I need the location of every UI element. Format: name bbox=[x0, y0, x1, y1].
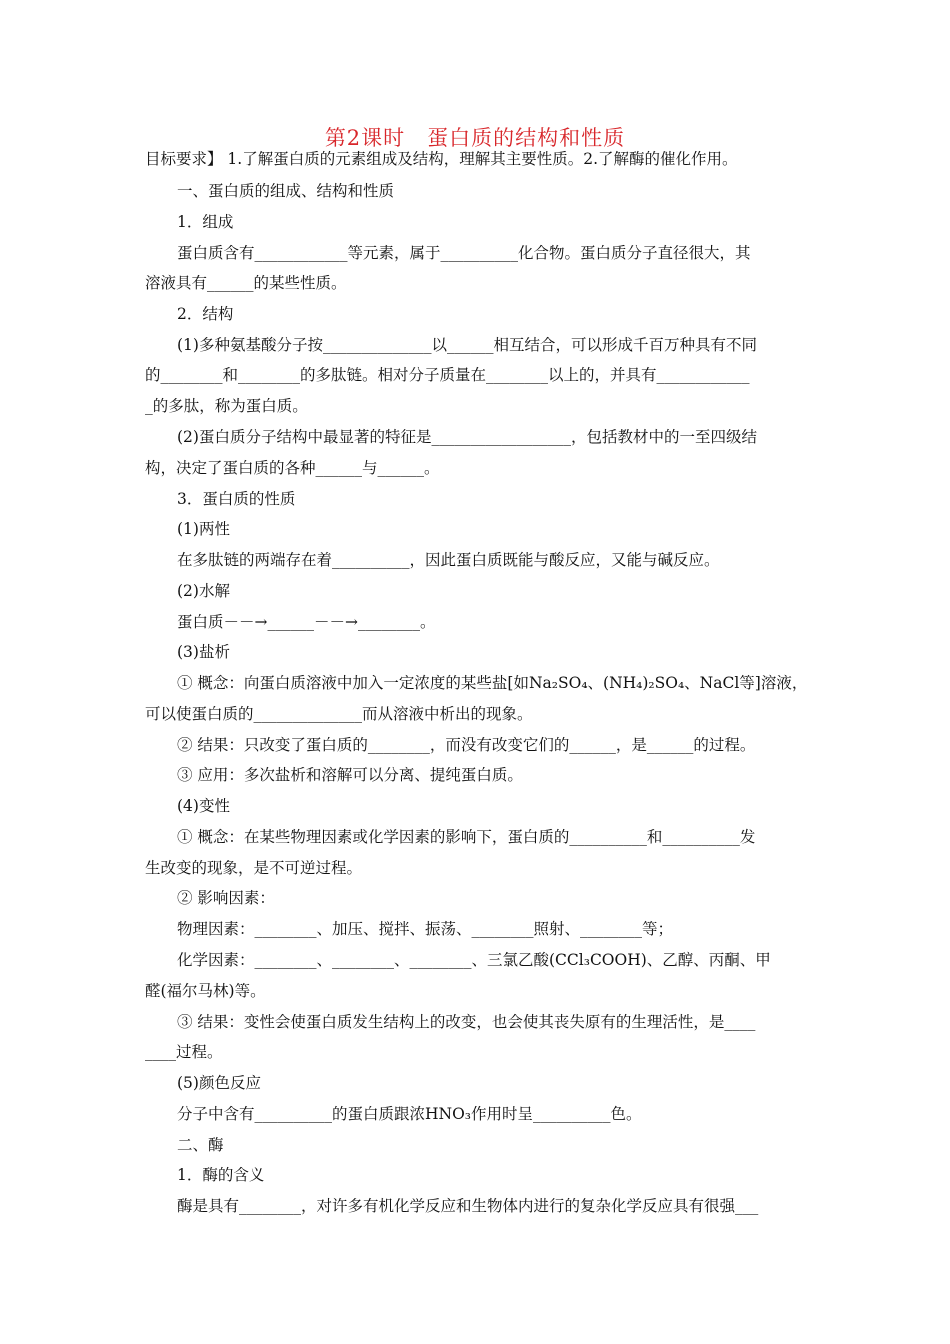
item-heading: (2)水解 bbox=[177, 582, 230, 600]
subsection-heading: 1．组成 bbox=[177, 213, 234, 231]
paragraph-line: ① 概念：在某些物理因素或化学因素的影响下，蛋白质的__________和__________发 bbox=[177, 828, 756, 846]
item-heading: (3)盐析 bbox=[177, 643, 230, 661]
paragraph-line: 生改变的现象，是不可逆过程。 bbox=[145, 859, 363, 877]
subsection-heading: 3．蛋白质的性质 bbox=[177, 490, 296, 508]
section-heading: 一、蛋白质的组成、结构和性质 bbox=[177, 182, 395, 200]
objectives-line: 目标要求】 1.了解蛋白质的元素组成及结构，理解其主要性质。2.了解酶的催化作用。 bbox=[145, 150, 738, 168]
lesson-title: 第2课时 蛋白质的结构和性质 bbox=[324, 126, 626, 150]
paragraph-line: ② 影响因素： bbox=[177, 889, 275, 907]
paragraph-line: ③ 应用：多次盐析和溶解可以分离、提纯蛋白质。 bbox=[177, 766, 523, 784]
paragraph-line: 酶是具有________，对许多有机化学反应和生物体内进行的复杂化学反应具有很强___ bbox=[177, 1197, 759, 1215]
paragraph-line: ____过程。 bbox=[145, 1043, 223, 1061]
subsection-heading: 1．酶的含义 bbox=[177, 1166, 265, 1184]
paragraph-line: 的________和________的多肽链。相对分子质量在________以上的，并具有____________ bbox=[145, 366, 750, 384]
section-heading: 二、酶 bbox=[177, 1136, 224, 1154]
paragraph-line: 可以使蛋白质的______________而从溶液中析出的现象。 bbox=[145, 705, 533, 723]
paragraph-line: 蛋白质含有____________等元素，属于__________化合物。蛋白质分子直径很大，其 bbox=[177, 244, 751, 262]
item-heading: (1)两性 bbox=[177, 520, 230, 538]
item-heading: (4)变性 bbox=[177, 797, 230, 815]
paragraph-line: 溶液具有______的某些性质。 bbox=[145, 274, 347, 292]
paragraph-line: 物理因素：________、加压、搅拌、振荡、________照射、________等； bbox=[177, 920, 674, 938]
paragraph-line: 醛(福尔马林)等。 bbox=[145, 982, 266, 1000]
paragraph-line: 蛋白质－－→______－－→________。 bbox=[177, 613, 436, 631]
paragraph-line: ① 概念：向蛋白质溶液中加入一定浓度的某些盐[如Na₂SO₄、(NH₄)₂SO₄、NaCl等]溶液， bbox=[177, 674, 808, 692]
paragraph-line: ③ 结果：变性会使蛋白质发生结构上的改变，也会使其丧失原有的生理活性，是____ bbox=[177, 1013, 756, 1031]
paragraph-line: _的多肽，称为蛋白质。 bbox=[145, 397, 308, 415]
paragraph-line: (1)多种氨基酸分子按______________以______相互结合，可以形成千百万种具有不同 bbox=[177, 336, 757, 354]
paragraph-line: 化学因素：________、________、________、三氯乙酸(CCl₃COOH)、乙醇、丙酮、甲 bbox=[177, 951, 771, 969]
paragraph-line: 分子中含有__________的蛋白质跟浓HNO₃作用时呈__________色。 bbox=[177, 1105, 642, 1123]
paragraph-line: ② 结果：只改变了蛋白质的________，而没有改变它们的______，是______的过程。 bbox=[177, 736, 756, 754]
item-heading: (5)颜色反应 bbox=[177, 1074, 261, 1092]
paragraph-line: 在多肽链的两端存在着__________，因此蛋白质既能与酸反应，又能与碱反应。 bbox=[177, 551, 720, 569]
paragraph-line: (2)蛋白质分子结构中最显著的特征是__________________，包括教材中的一至四级结 bbox=[177, 428, 757, 446]
paragraph-line: 构，决定了蛋白质的各种______与______。 bbox=[145, 459, 440, 477]
subsection-heading: 2．结构 bbox=[177, 305, 234, 323]
